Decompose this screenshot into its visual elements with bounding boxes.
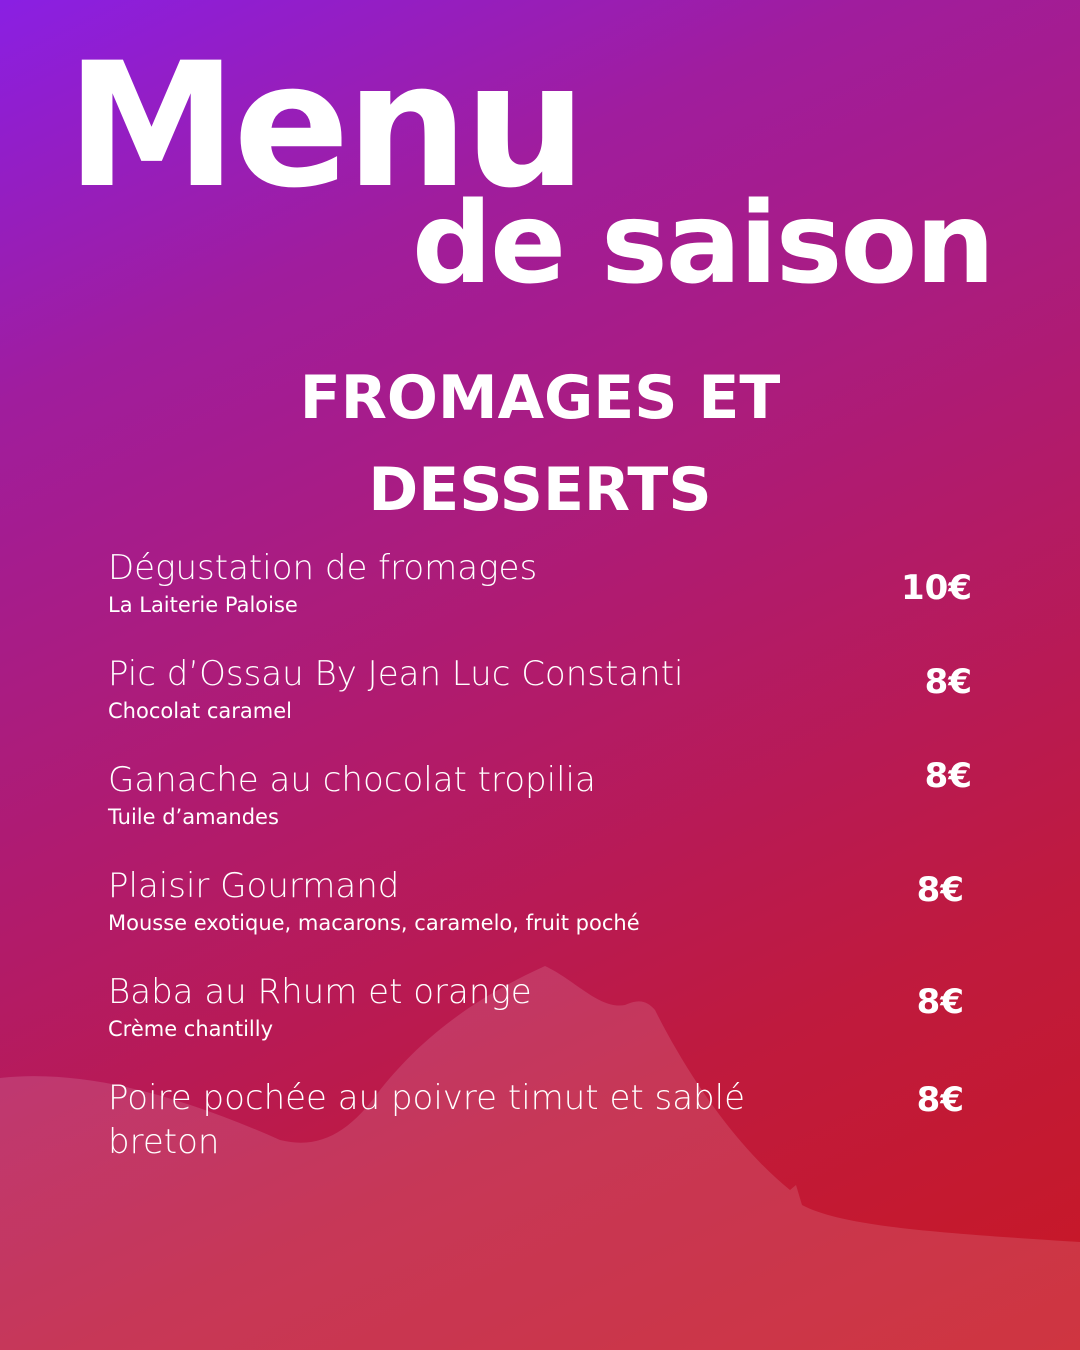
menu-item [108,864,988,938]
page-title: Menu [66,25,583,226]
menu-list [108,0,1008,1350]
section-title: FROMAGES ET DESSERTS [299,363,781,525]
page-subtitle: de saison [412,179,994,309]
menu-item-name: Dégustation de fromages [108,548,538,588]
menu-item-name: Plaisir Gourmand [108,866,400,906]
menu-item [108,970,988,1044]
menu-item-name: Poire pochée au poivre timut et sablé breton [108,1078,746,1162]
menu-item-description: Mousse exotique, macarons, caramelo, fruit poché [108,911,640,935]
menu-item [108,652,988,726]
menu-item [108,546,988,620]
menu-item-price: 8€ [924,662,972,702]
menu-item-description: La Laiterie Paloise [108,593,298,617]
menu-item-name: Baba au Rhum et orange [108,972,532,1012]
menu-item-price: 8€ [924,756,972,796]
menu-item-description: Crème chantilly [108,1017,274,1041]
menu-item-price: 10€ [901,568,972,608]
menu-item-name: Pic d’Ossau By Jean Luc Constanti [108,654,684,694]
menu-item [108,758,988,832]
menu-item-description: Chocolat caramel [108,699,292,723]
menu-item-price: 8€ [916,870,964,910]
menu-item-price: 8€ [916,1080,964,1120]
menu-item-description: Tuile d’amandes [108,805,279,829]
menu-item [108,1076,988,1164]
menu-item-name: Ganache au chocolat tropilia [108,760,596,800]
menu-item-price: 8€ [916,982,964,1022]
